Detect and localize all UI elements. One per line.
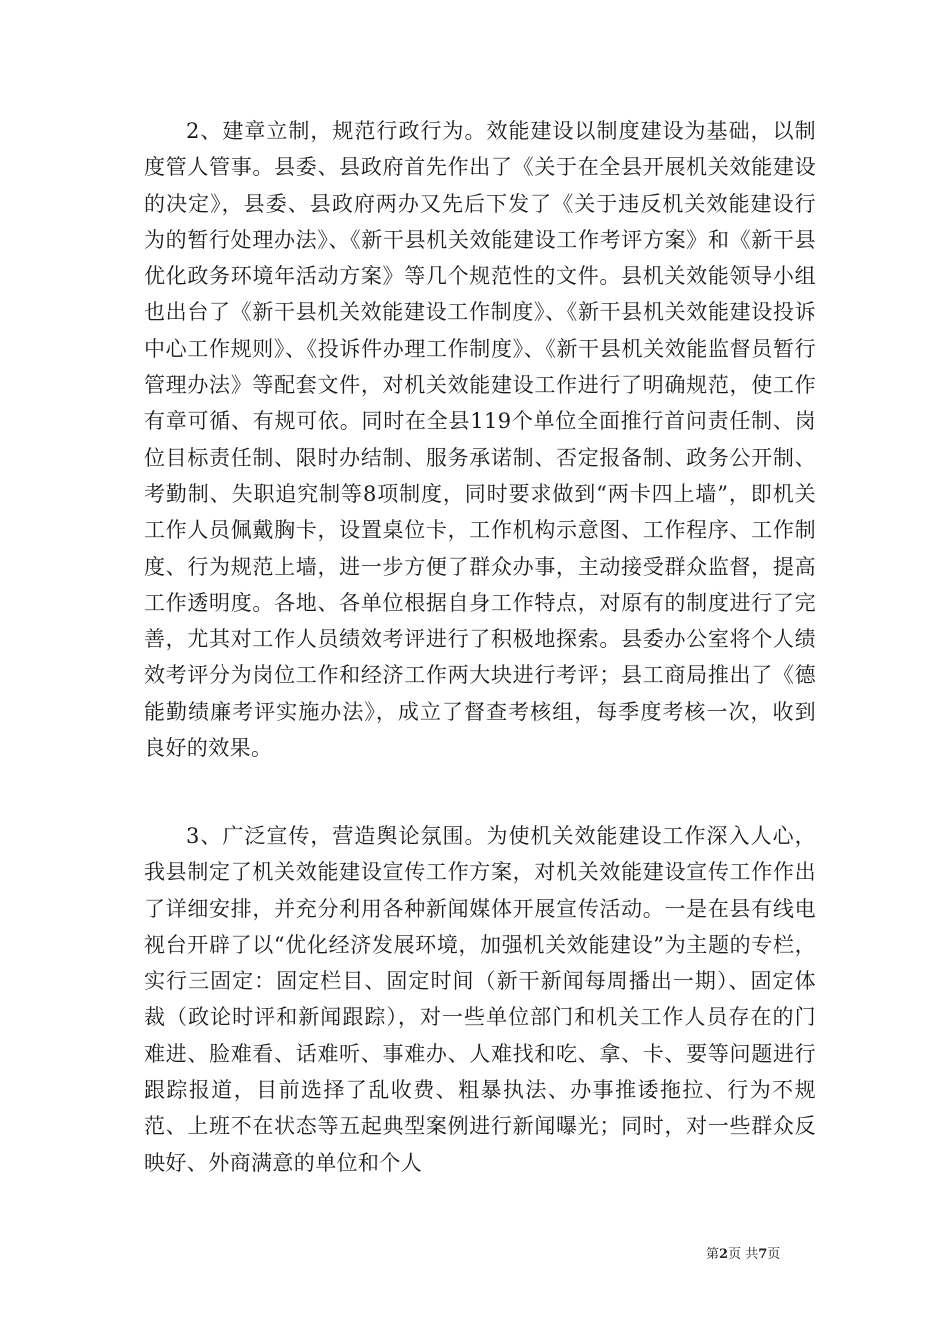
- footer-suffix: 页: [767, 1247, 781, 1262]
- footer-middle: 页 共: [728, 1247, 759, 1262]
- paragraph-section-2: 2、建章立制，规范行政行为。效能建设以制度建设为基础，以制度管人管事。县委、县政府首先作出了《关于在全县开展机关效能建设的决定》，县委、县政府两办又先后下发了《关于违反机关效能建设行为的暂行处理办法》、《新干县机关效能建设工作考评方案》和《新干县优化政务环境年活动方案》等几个规范性的文件。县机关效能领导小组也出台了《新干县机关效能建设工作制度》、《新干县机关效能建设投诉中心工作规则》、《投诉件办理工作制度》、《新干县机关效能监督员暂行管理办法》等配套文件，对机关效能建设工作进行了明确规范，使工作有章可循、有规可依。同时在全县119个单位全面推行首问责任制、岗位目标责任制、限时办结制、服务承诺制、否定报备制、政务公开制、考勤制、失职追究制等8项制度，同时要求做到“两卡四上墙”，即机关工作人员佩戴胸卡，设置桌位卡，工作机构示意图、工作程序、工作制度、行为规范上墙，进一步方便了群众办事，主动接受群众监督，提高工作透明度。各地、各单位根据自身工作特点，对原有的制度进行了完善，尤其对工作人员绩效考评进行了积极地探索。县委办公室将个人绩效考评分为岗位工作和经济工作两大块进行考评；县工商局推出了《德能勤绩廉考评实施办法》，成立了督查考核组，每季度考核一次，收到良好的效果。: [144, 119, 816, 761]
- paragraph-section-3: 3、广泛宣传，营造舆论氛围。为使机关效能建设工作深入人心，我县制定了机关效能建设宣传工作方案，对机关效能建设宣传工作作出了详细安排，并充分利用各种新闻媒体开展宣传活动。一是在县有线电视台开辟了以“优化经济发展环境，加强机关效能建设”为主题的专栏，实行三固定：固定栏目、固定时间（新干新闻每周播出一期）、固定体裁（政论时评和新闻跟踪），对一些单位部门和机关工作人员存在的门难进、脸难看、话难听、事难办、人难找和吃、拿、卡、要等问题进行跟踪报道，目前选择了乱收费、粗暴执法、办事推诿拖拉、行为不规范、上班不在状态等五起典型案例进行新闻曝光；同时，对一些群众反映好、外商满意的单位和个人: [144, 824, 816, 1175]
- page-number-footer: [706, 1247, 780, 1263]
- footer-current-page: 2: [719, 1247, 729, 1262]
- footer-prefix: 第: [706, 1247, 720, 1262]
- footer-total-pages: 7: [758, 1247, 768, 1262]
